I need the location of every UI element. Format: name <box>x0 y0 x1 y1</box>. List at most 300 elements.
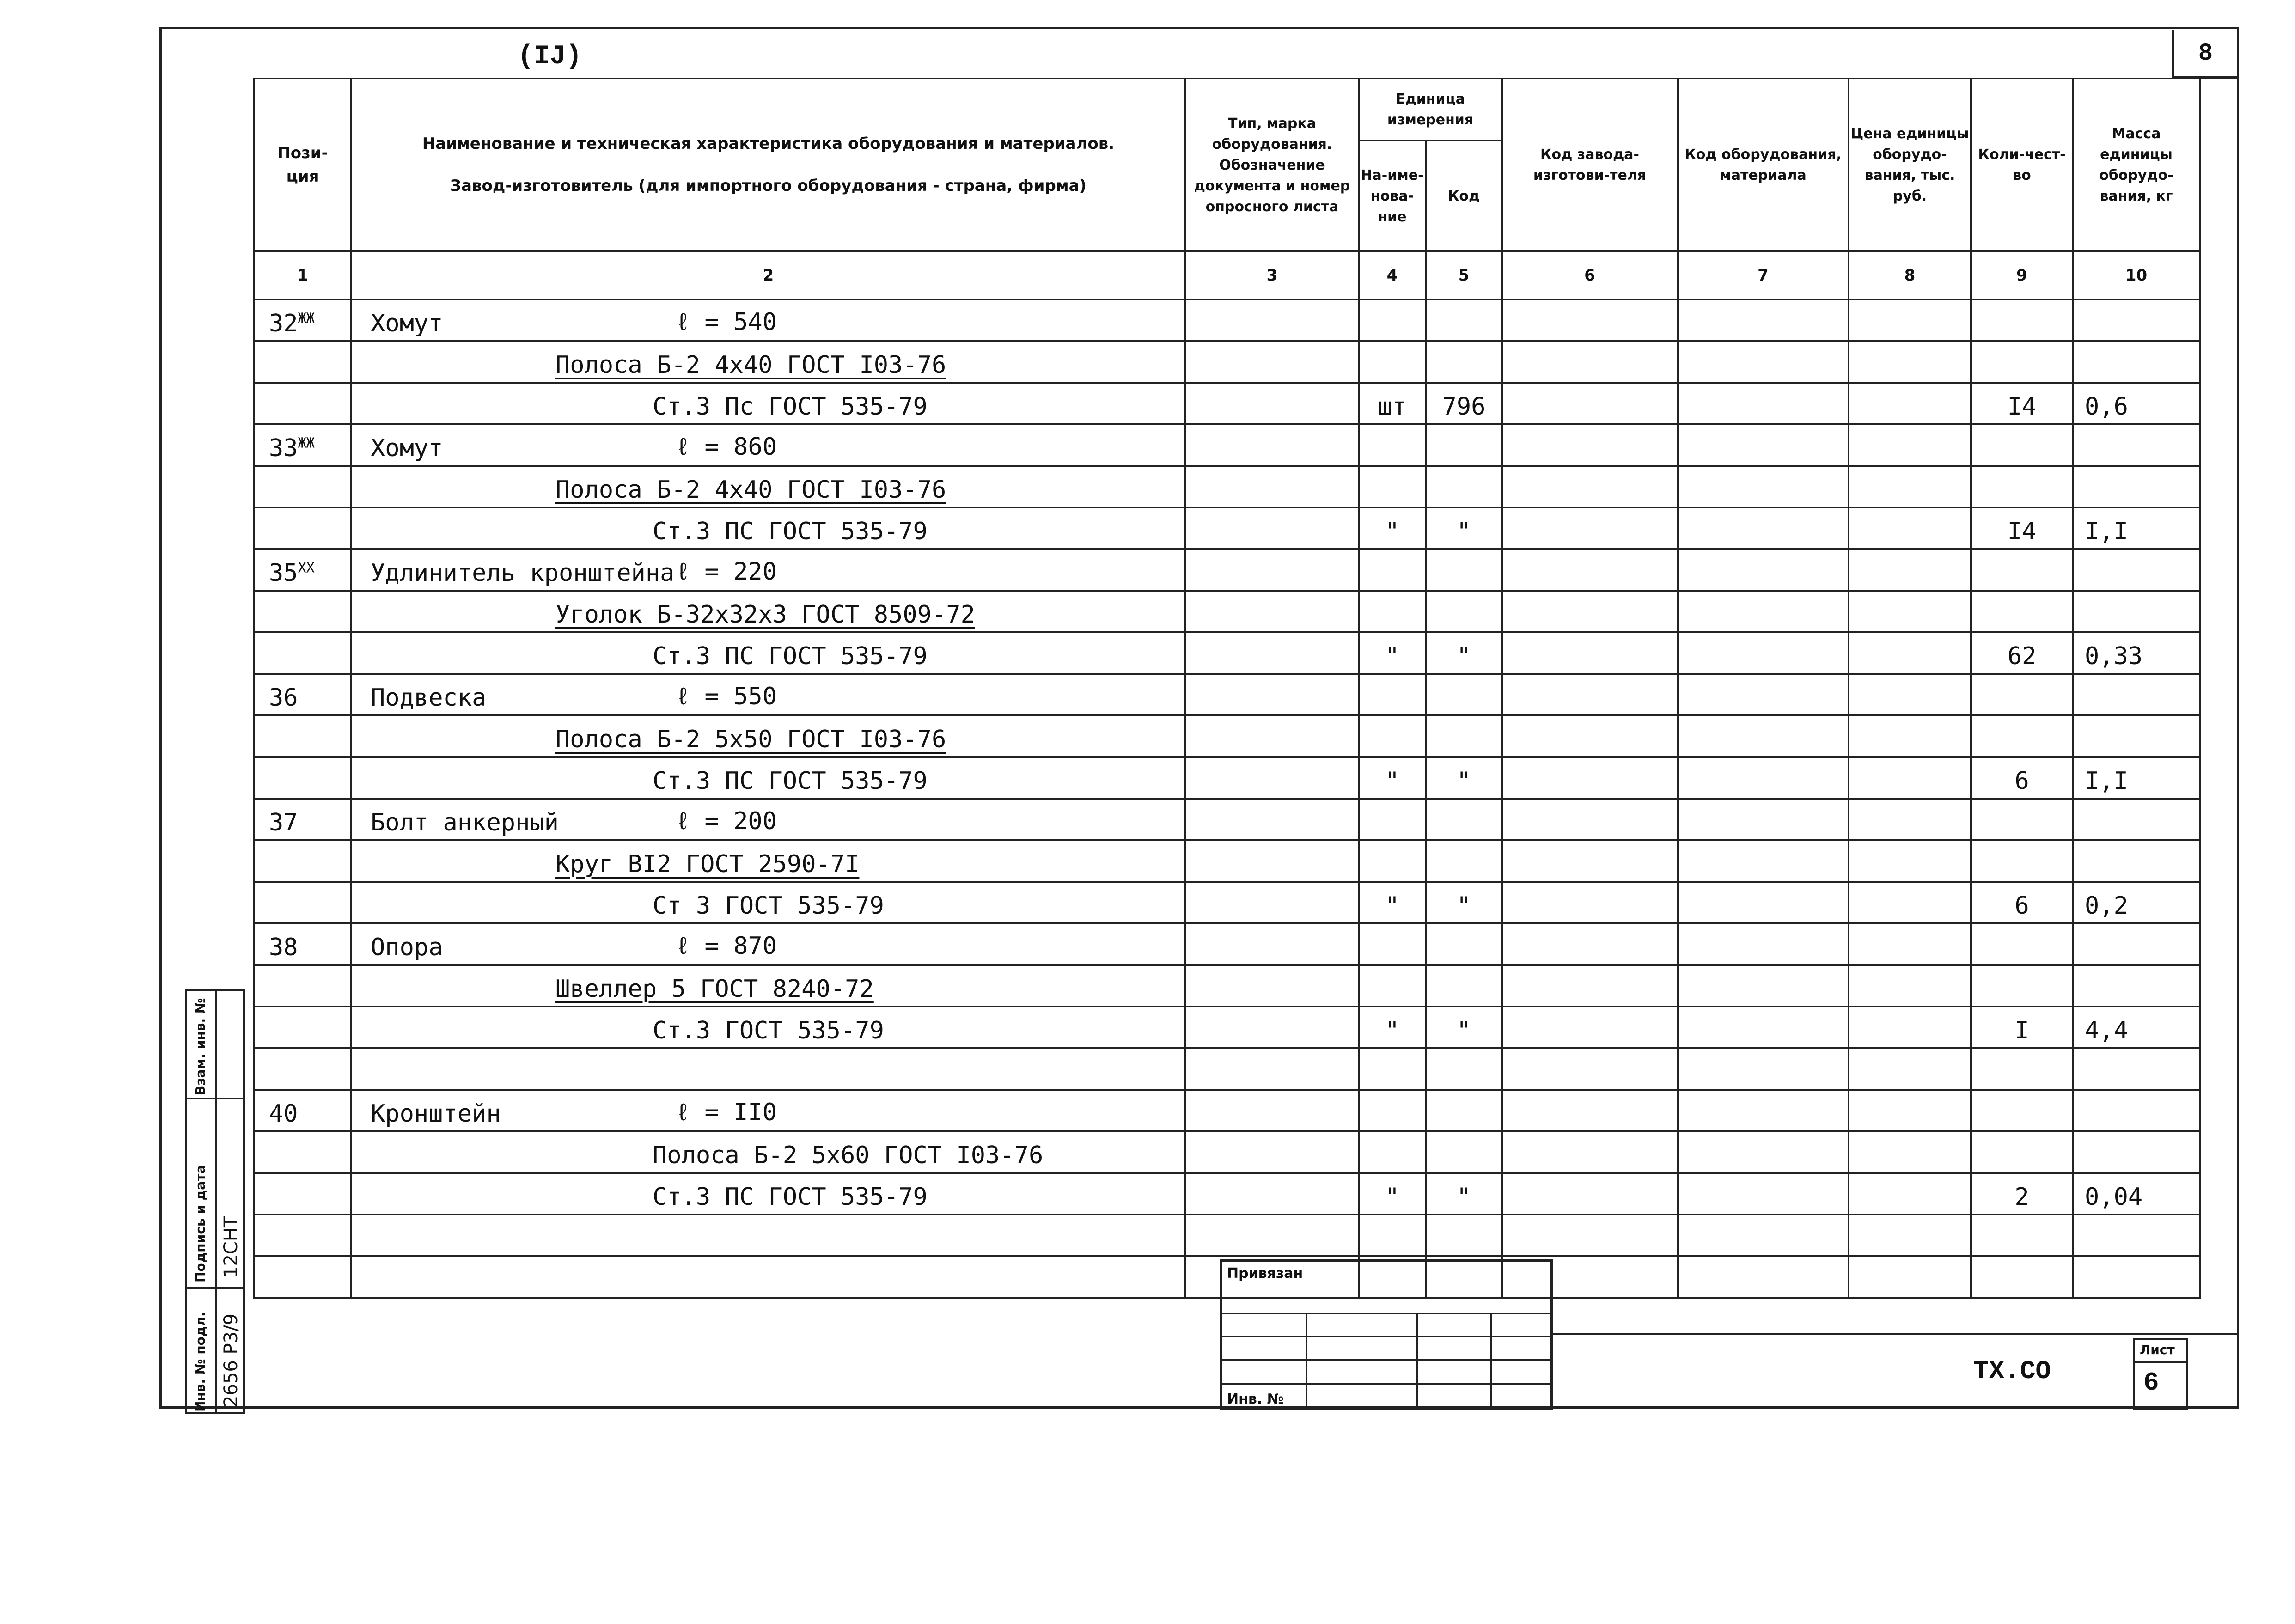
cell-maker-code <box>1502 1215 1678 1256</box>
cell-equipment-code <box>1678 1090 1849 1131</box>
col-header-unit: Единица измерения <box>1359 79 1502 140</box>
cell-unit-code <box>1426 715 1502 757</box>
cell-unit-name: " <box>1359 757 1426 799</box>
item-length: ℓ = 550 <box>676 683 777 710</box>
cell-equipment-code <box>1678 715 1849 757</box>
table-row <box>254 882 2200 923</box>
cell-unit-code <box>1426 965 1502 1007</box>
cell-unit-name <box>1359 424 1426 466</box>
cell-quantity <box>1971 799 2073 840</box>
cell-equipment-code <box>1678 466 1849 507</box>
cell-maker-code <box>1502 1131 1678 1173</box>
stamp-divider <box>215 991 217 1412</box>
cell-quantity <box>1971 1090 2073 1131</box>
cell-mass: I,I <box>2073 507 2200 549</box>
cell-equipment-code <box>1678 674 1849 715</box>
position-number: 35 <box>269 559 298 587</box>
col-number: 1 <box>254 251 351 299</box>
cell-mass: 0,2 <box>2073 882 2200 923</box>
cell-price <box>1849 1048 1971 1090</box>
cell-type <box>1185 757 1359 799</box>
inv-no-label: Инв. № <box>1227 1391 1284 1407</box>
cell-mass <box>2073 923 2200 965</box>
col-number: 8 <box>1849 251 1971 299</box>
cell-unit-code <box>1426 591 1502 632</box>
stamp-signature-label: Подпись и дата <box>193 1165 208 1282</box>
cell-price <box>1849 341 1971 383</box>
cell-quantity <box>1971 1131 2073 1173</box>
cell-quantity: 2 <box>1971 1173 2073 1215</box>
material-spec: Полоса Б-2 4х40 ГОСТ I03-76 <box>555 351 946 379</box>
cell-position <box>254 923 351 965</box>
col-header-unit-code: Код <box>1426 140 1502 251</box>
title-block-line <box>1222 1336 1550 1337</box>
stamp-vzam-label: Взам. инв. № <box>193 998 208 1095</box>
col-header-position: Пози- ция <box>254 79 351 251</box>
material-spec: Ст 3 ГОСТ 535-79 <box>653 892 884 920</box>
cell-equipment-code <box>1678 1007 1849 1048</box>
col-number: 5 <box>1426 251 1502 299</box>
cell-unit-code <box>1426 799 1502 840</box>
cell-quantity <box>1971 341 2073 383</box>
cell-price <box>1849 383 1971 424</box>
cell-quantity <box>1971 549 2073 591</box>
item-name: Кронштейн <box>371 1100 501 1128</box>
cell-mass <box>2073 341 2200 383</box>
table-row <box>254 840 2200 882</box>
item-name: Подвеска <box>371 684 487 712</box>
cell-name <box>351 715 1185 757</box>
cell-equipment-code <box>1678 1131 1849 1173</box>
cell-price <box>1849 299 1971 341</box>
cell-price <box>1849 715 1971 757</box>
cell-mass <box>2073 1048 2200 1090</box>
cell-position <box>254 1048 351 1090</box>
col-number: 10 <box>2073 251 2200 299</box>
cell-unit-code <box>1426 674 1502 715</box>
cell-quantity <box>1971 466 2073 507</box>
position-number: 32 <box>269 310 298 337</box>
cell-unit-code <box>1426 1215 1502 1256</box>
cell-name <box>351 799 1185 840</box>
col-header-maker-code: Код завода-изготови-теля <box>1502 79 1678 251</box>
cell-quantity <box>1971 965 2073 1007</box>
cell-name <box>351 965 1185 1007</box>
cell-price <box>1849 466 1971 507</box>
cell-quantity: 6 <box>1971 757 2073 799</box>
item-name: Болт анкерный <box>371 809 559 836</box>
cell-equipment-code <box>1678 424 1849 466</box>
title-block-line <box>1553 1333 2237 1335</box>
cell-maker-code <box>1502 1007 1678 1048</box>
cell-position <box>254 424 351 466</box>
col-header-unit-name: На-име-нова-ние <box>1359 140 1426 251</box>
cell-type <box>1185 507 1359 549</box>
cell-equipment-code <box>1678 882 1849 923</box>
cell-position <box>254 840 351 882</box>
cell-maker-code <box>1502 591 1678 632</box>
cell-unit-name <box>1359 715 1426 757</box>
cell-mass <box>2073 1090 2200 1131</box>
cell-position <box>254 591 351 632</box>
cell-mass <box>2073 299 2200 341</box>
title-block-line <box>1222 1313 1550 1314</box>
cell-position <box>254 757 351 799</box>
cell-position <box>254 466 351 507</box>
cell-equipment-code <box>1678 1215 1849 1256</box>
cell-unit-name <box>1359 965 1426 1007</box>
cell-equipment-code <box>1678 757 1849 799</box>
cell-maker-code <box>1502 674 1678 715</box>
cell-price <box>1849 840 1971 882</box>
sheet-value: 6 <box>2143 1368 2159 1398</box>
cell-position <box>254 1007 351 1048</box>
table-row <box>254 466 2200 507</box>
table-row <box>254 549 2200 591</box>
cell-name <box>351 549 1185 591</box>
cell-price <box>1849 1173 1971 1215</box>
cell-equipment-code <box>1678 840 1849 882</box>
material-spec: Уголок Б-32х32х3 ГОСТ 8509-72 <box>555 601 975 629</box>
cell-maker-code <box>1502 383 1678 424</box>
cell-mass <box>2073 424 2200 466</box>
cell-unit-name <box>1359 799 1426 840</box>
cell-type <box>1185 1131 1359 1173</box>
specification-table <box>253 78 2201 1299</box>
col-number: 9 <box>1971 251 2073 299</box>
cell-type <box>1185 715 1359 757</box>
cell-quantity <box>1971 299 2073 341</box>
cell-type <box>1185 549 1359 591</box>
cell-equipment-code <box>1678 591 1849 632</box>
cell-equipment-code <box>1678 549 1849 591</box>
cell-name <box>351 757 1185 799</box>
cell-equipment-code <box>1678 341 1849 383</box>
cell-unit-name <box>1359 1090 1426 1131</box>
cell-unit-name <box>1359 299 1426 341</box>
cell-position <box>254 341 351 383</box>
cell-unit-code: " <box>1426 757 1502 799</box>
col-number: 2 <box>351 251 1185 299</box>
cell-quantity: I4 <box>1971 383 2073 424</box>
col-number: 7 <box>1678 251 1849 299</box>
table-row <box>254 674 2200 715</box>
cell-type <box>1185 383 1359 424</box>
cell-maker-code <box>1502 424 1678 466</box>
form-mark: (IJ) <box>518 42 582 72</box>
stamp-signature-value: 12СНТ <box>220 1216 242 1278</box>
cell-name <box>351 632 1185 674</box>
cell-unit-code <box>1426 299 1502 341</box>
title-block-line <box>1222 1359 1550 1361</box>
sheet-box <box>2133 1338 2188 1410</box>
cell-name <box>351 923 1185 965</box>
cell-type <box>1185 965 1359 1007</box>
cell-quantity <box>1971 1215 2073 1256</box>
position-number: 40 <box>269 1100 298 1128</box>
col-header-quantity: Коли-чест-во <box>1971 79 2073 251</box>
table-row <box>254 591 2200 632</box>
table-row <box>254 507 2200 549</box>
cell-unit-code <box>1426 424 1502 466</box>
cell-type <box>1185 799 1359 840</box>
cell-name <box>351 1090 1185 1131</box>
item-name: Хомут <box>371 310 443 337</box>
cell-position <box>254 383 351 424</box>
cell-position <box>254 1090 351 1131</box>
cell-equipment-code <box>1678 1256 1849 1298</box>
material-spec: Полоса Б-2 5х60 ГОСТ I03-76 <box>653 1142 1044 1169</box>
position-number: 38 <box>269 934 298 961</box>
cell-mass <box>2073 840 2200 882</box>
item-name: Опора <box>371 934 443 961</box>
cell-unit-code <box>1426 840 1502 882</box>
cell-maker-code <box>1502 1048 1678 1090</box>
cell-maker-code <box>1502 466 1678 507</box>
cell-name <box>351 674 1185 715</box>
cell-unit-code <box>1426 341 1502 383</box>
item-length: ℓ = 540 <box>676 308 777 336</box>
position-number: 37 <box>269 809 298 836</box>
cell-type <box>1185 424 1359 466</box>
cell-unit-name <box>1359 674 1426 715</box>
item-length: ℓ = 200 <box>676 807 777 835</box>
cell-quantity <box>1971 923 2073 965</box>
cell-maker-code <box>1502 632 1678 674</box>
position-mark: ЖЖ <box>298 310 315 327</box>
col-header-mass: Масса единицы оборудо-вания, кг <box>2073 79 2200 251</box>
cell-mass: 4,4 <box>2073 1007 2200 1048</box>
table-row <box>254 424 2200 466</box>
cell-unit-code: " <box>1426 632 1502 674</box>
cell-unit-name: " <box>1359 1007 1426 1048</box>
cell-price <box>1849 757 1971 799</box>
cell-mass: I,I <box>2073 757 2200 799</box>
cell-price <box>1849 507 1971 549</box>
cell-equipment-code <box>1678 965 1849 1007</box>
cell-position <box>254 1256 351 1298</box>
table-row <box>254 299 2200 341</box>
cell-unit-name <box>1359 1048 1426 1090</box>
cell-quantity <box>1971 674 2073 715</box>
material-spec: Круг BI2 ГОСТ 2590-7I <box>555 850 860 878</box>
cell-name <box>351 591 1185 632</box>
item-length: ℓ = 870 <box>676 932 777 960</box>
cell-price <box>1849 1256 1971 1298</box>
table-row <box>254 383 2200 424</box>
material-spec: Ст.3 ПС ГОСТ 535-79 <box>653 1183 928 1211</box>
material-spec: Швеллер 5 ГОСТ 8240-72 <box>555 975 874 1003</box>
position-mark: ХХ <box>298 560 315 576</box>
material-spec: Ст.3 ПС ГОСТ 535-79 <box>653 518 928 545</box>
cell-name <box>351 840 1185 882</box>
sheet-box-divider <box>2135 1361 2186 1363</box>
col-header-equipment-code: Код оборудования, материала <box>1678 79 1849 251</box>
cell-position <box>254 299 351 341</box>
table-row <box>254 1090 2200 1131</box>
cell-unit-code <box>1426 923 1502 965</box>
cell-name <box>351 383 1185 424</box>
item-name: Удлинитель кронштейна <box>371 559 675 587</box>
table-row <box>254 1215 2200 1256</box>
cell-mass: 0,33 <box>2073 632 2200 674</box>
title-block-line <box>1490 1313 1492 1407</box>
cell-quantity <box>1971 1256 2073 1298</box>
cell-quantity: I <box>1971 1007 2073 1048</box>
cell-maker-code <box>1502 1090 1678 1131</box>
cell-price <box>1849 424 1971 466</box>
cell-price <box>1849 591 1971 632</box>
cell-position <box>254 1215 351 1256</box>
cell-unit-code <box>1426 1090 1502 1131</box>
title-block-line <box>1222 1383 1550 1385</box>
cell-maker-code <box>1502 965 1678 1007</box>
col-header-price: Цена единицы оборудо-вания, тыс. руб. <box>1849 79 1971 251</box>
cell-quantity <box>1971 1048 2073 1090</box>
cell-position <box>254 965 351 1007</box>
cell-name <box>351 1007 1185 1048</box>
cell-unit-name <box>1359 549 1426 591</box>
cell-maker-code <box>1502 799 1678 840</box>
cell-unit-name: " <box>1359 632 1426 674</box>
cell-unit-name <box>1359 466 1426 507</box>
cell-name <box>351 1131 1185 1173</box>
title-block-line <box>1306 1313 1307 1407</box>
cell-name <box>351 1256 1185 1298</box>
cell-unit-name: " <box>1359 507 1426 549</box>
cell-price <box>1849 799 1971 840</box>
cell-maker-code <box>1502 882 1678 923</box>
cell-position <box>254 632 351 674</box>
cell-type <box>1185 1215 1359 1256</box>
cell-equipment-code <box>1678 383 1849 424</box>
cell-price <box>1849 965 1971 1007</box>
cell-unit-code: " <box>1426 882 1502 923</box>
cell-unit-code: " <box>1426 507 1502 549</box>
cell-position <box>254 507 351 549</box>
cell-price <box>1849 1131 1971 1173</box>
cell-equipment-code <box>1678 299 1849 341</box>
cell-price <box>1849 923 1971 965</box>
cell-position <box>254 715 351 757</box>
cell-maker-code <box>1502 840 1678 882</box>
table-row <box>254 1173 2200 1215</box>
cell-position <box>254 549 351 591</box>
position-number: 33 <box>269 434 298 462</box>
cell-unit-name: " <box>1359 1173 1426 1215</box>
item-length: ℓ = 860 <box>676 433 777 461</box>
item-length: ℓ = 220 <box>676 558 777 586</box>
material-spec: Ст.3 ПС ГОСТ 535-79 <box>653 642 928 670</box>
cell-name <box>351 1048 1185 1090</box>
cell-maker-code <box>1502 549 1678 591</box>
cell-price <box>1849 1090 1971 1131</box>
cell-mass <box>2073 715 2200 757</box>
cell-type <box>1185 1173 1359 1215</box>
cell-unit-code: 796 <box>1426 383 1502 424</box>
item-length: ℓ = II0 <box>676 1099 777 1126</box>
approval-stamp <box>185 989 245 1414</box>
cell-unit-name <box>1359 840 1426 882</box>
cell-unit-name <box>1359 1131 1426 1173</box>
cell-price <box>1849 674 1971 715</box>
cell-maker-code <box>1502 341 1678 383</box>
table-row <box>254 799 2200 840</box>
material-spec: Ст.3 ПС ГОСТ 535-79 <box>653 767 928 795</box>
cell-type <box>1185 299 1359 341</box>
cell-name <box>351 1173 1185 1215</box>
cell-type <box>1185 923 1359 965</box>
cell-name <box>351 882 1185 923</box>
cell-name <box>351 299 1185 341</box>
cell-price <box>1849 549 1971 591</box>
cell-maker-code <box>1502 507 1678 549</box>
material-spec: Полоса Б-2 4х40 ГОСТ I03-76 <box>555 476 946 504</box>
cell-type <box>1185 632 1359 674</box>
cell-type <box>1185 591 1359 632</box>
cell-maker-code <box>1502 757 1678 799</box>
item-name: Хомут <box>371 434 443 462</box>
cell-mass <box>2073 1131 2200 1173</box>
sheet-label: Лист <box>2140 1342 2175 1357</box>
cell-position <box>254 674 351 715</box>
material-spec: Ст.3 Пс ГОСТ 535-79 <box>653 393 928 421</box>
cell-quantity: I4 <box>1971 507 2073 549</box>
stamp-inv-label: Инв. № подл. <box>193 1312 208 1412</box>
cell-mass <box>2073 799 2200 840</box>
cell-price <box>1849 1215 1971 1256</box>
cell-equipment-code <box>1678 923 1849 965</box>
cell-equipment-code <box>1678 1048 1849 1090</box>
cell-quantity <box>1971 715 2073 757</box>
title-block-line <box>1416 1313 1418 1407</box>
cell-unit-name <box>1359 341 1426 383</box>
position-number: 36 <box>269 684 298 712</box>
cell-maker-code <box>1502 923 1678 965</box>
cell-unit-code: " <box>1426 1173 1502 1215</box>
cell-unit-code <box>1426 1048 1502 1090</box>
document-code: ТХ.СО <box>1973 1356 2051 1386</box>
cell-position <box>254 1131 351 1173</box>
cell-unit-code: " <box>1426 1007 1502 1048</box>
cell-unit-name <box>1359 923 1426 965</box>
cell-mass <box>2073 591 2200 632</box>
cell-mass <box>2073 466 2200 507</box>
cell-unit-code <box>1426 549 1502 591</box>
cell-mass <box>2073 549 2200 591</box>
cell-quantity <box>1971 840 2073 882</box>
table-row <box>254 715 2200 757</box>
col-number: 3 <box>1185 251 1359 299</box>
cell-name <box>351 341 1185 383</box>
cell-type <box>1185 674 1359 715</box>
cell-position <box>254 882 351 923</box>
cell-type <box>1185 466 1359 507</box>
material-spec: Ст.3 ГОСТ 535-79 <box>653 1017 884 1044</box>
cell-maker-code <box>1502 1173 1678 1215</box>
cell-unit-name <box>1359 1215 1426 1256</box>
cell-name <box>351 466 1185 507</box>
title-block <box>1220 1259 1553 1410</box>
cell-quantity: 6 <box>1971 882 2073 923</box>
cell-unit-name: шт <box>1359 383 1426 424</box>
cell-equipment-code <box>1678 507 1849 549</box>
cell-price <box>1849 882 1971 923</box>
col-header-type: Тип, марка оборудования. Обозначение документа и номер опросного листа <box>1185 79 1359 251</box>
cell-type <box>1185 1048 1359 1090</box>
cell-unit-code <box>1426 1131 1502 1173</box>
table-row <box>254 757 2200 799</box>
